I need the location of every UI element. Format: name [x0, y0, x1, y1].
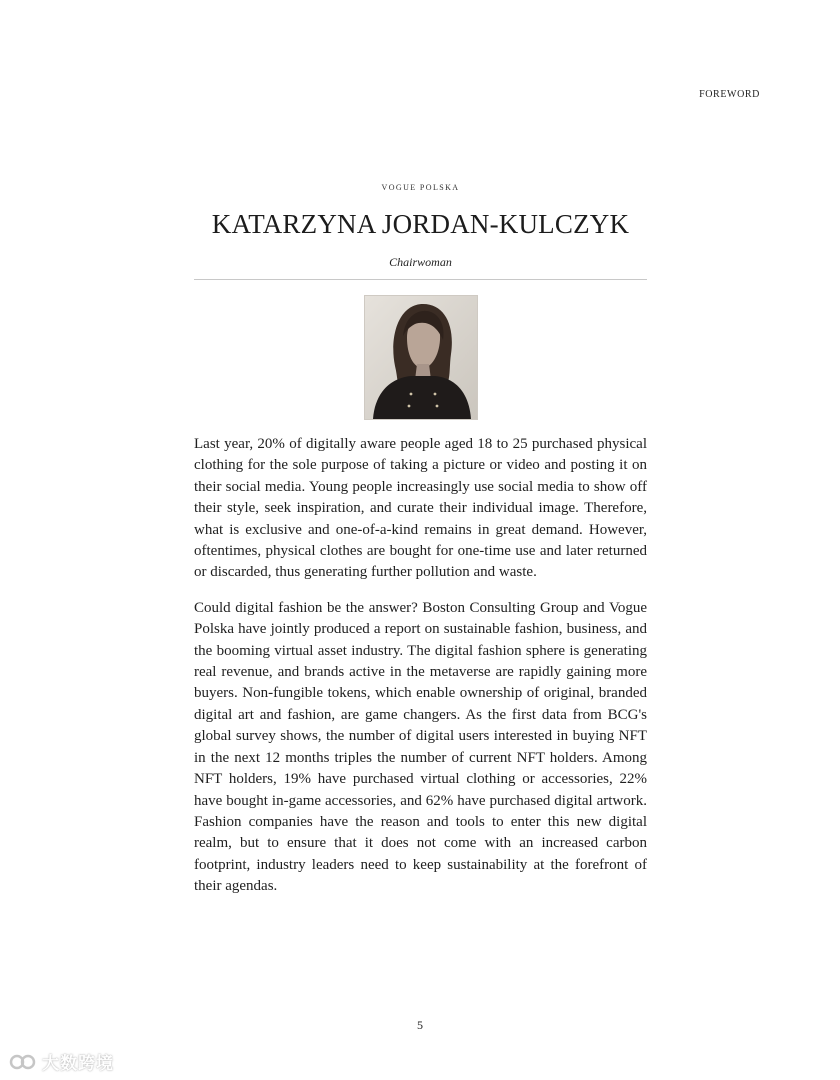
- portrait-photo: [364, 295, 478, 420]
- paragraph: Last year, 20% of digitally aware people aged 18 to 25 purchased physical clothing for the sole purpose of taking a picture or video and posting it on their social media. Young people increasingly use social media to show off their style, seek inspiration, and curate their individual image. Therefore, what is exclusive and one-of-a-kind remains in great demand. However, oftentimes, physical clothes are bought for one-time use and later returned or discarded, thus generating further pollution and waste.: [194, 436, 647, 581]
- watermark-logo-icon: [8, 1052, 38, 1072]
- divider: [194, 279, 647, 280]
- organization-name: VOGUE POLSKA: [381, 183, 460, 192]
- section-label: FOREWORD: [699, 89, 760, 100]
- body-text: [194, 434, 647, 898]
- foreword-content: [194, 182, 647, 912]
- watermark-text: 大数跨境: [42, 1054, 114, 1074]
- person-role: Chairwoman: [389, 255, 452, 269]
- paragraph: Could digital fashion be the answer? Boston Consulting Group and Vogue Polska have jointly produced a report on sustainable fashion, business, and the booming virtual asset industry. The digital fashion sphere is generating real revenue, and brands active in the metaverse are rapidly gaining more buyers. Non-fungible tokens, which enable ownership of original, branded digital art and fashion, are game changers. As the first data from BCG's global survey shows, the number of digital users interested in buying NFT in the next 12 months triples the number of current NFT holders. Among NFT holders, 19% have purchased virtual clothing or accessories, 22% have bought in-game accessories, and 62% have purchased digital artwork. Fashion companies have the reason and tools to enter this new digital realm, but to ensure that it does not come with an increased carbon footprint, industry leaders need to keep sustainability at the forefront of their agendas.: [194, 599, 647, 895]
- page-number: 5: [417, 1018, 423, 1032]
- watermark: [8, 1049, 114, 1074]
- person-name: KATARZYNA JORDAN-KULCZYK: [211, 209, 630, 239]
